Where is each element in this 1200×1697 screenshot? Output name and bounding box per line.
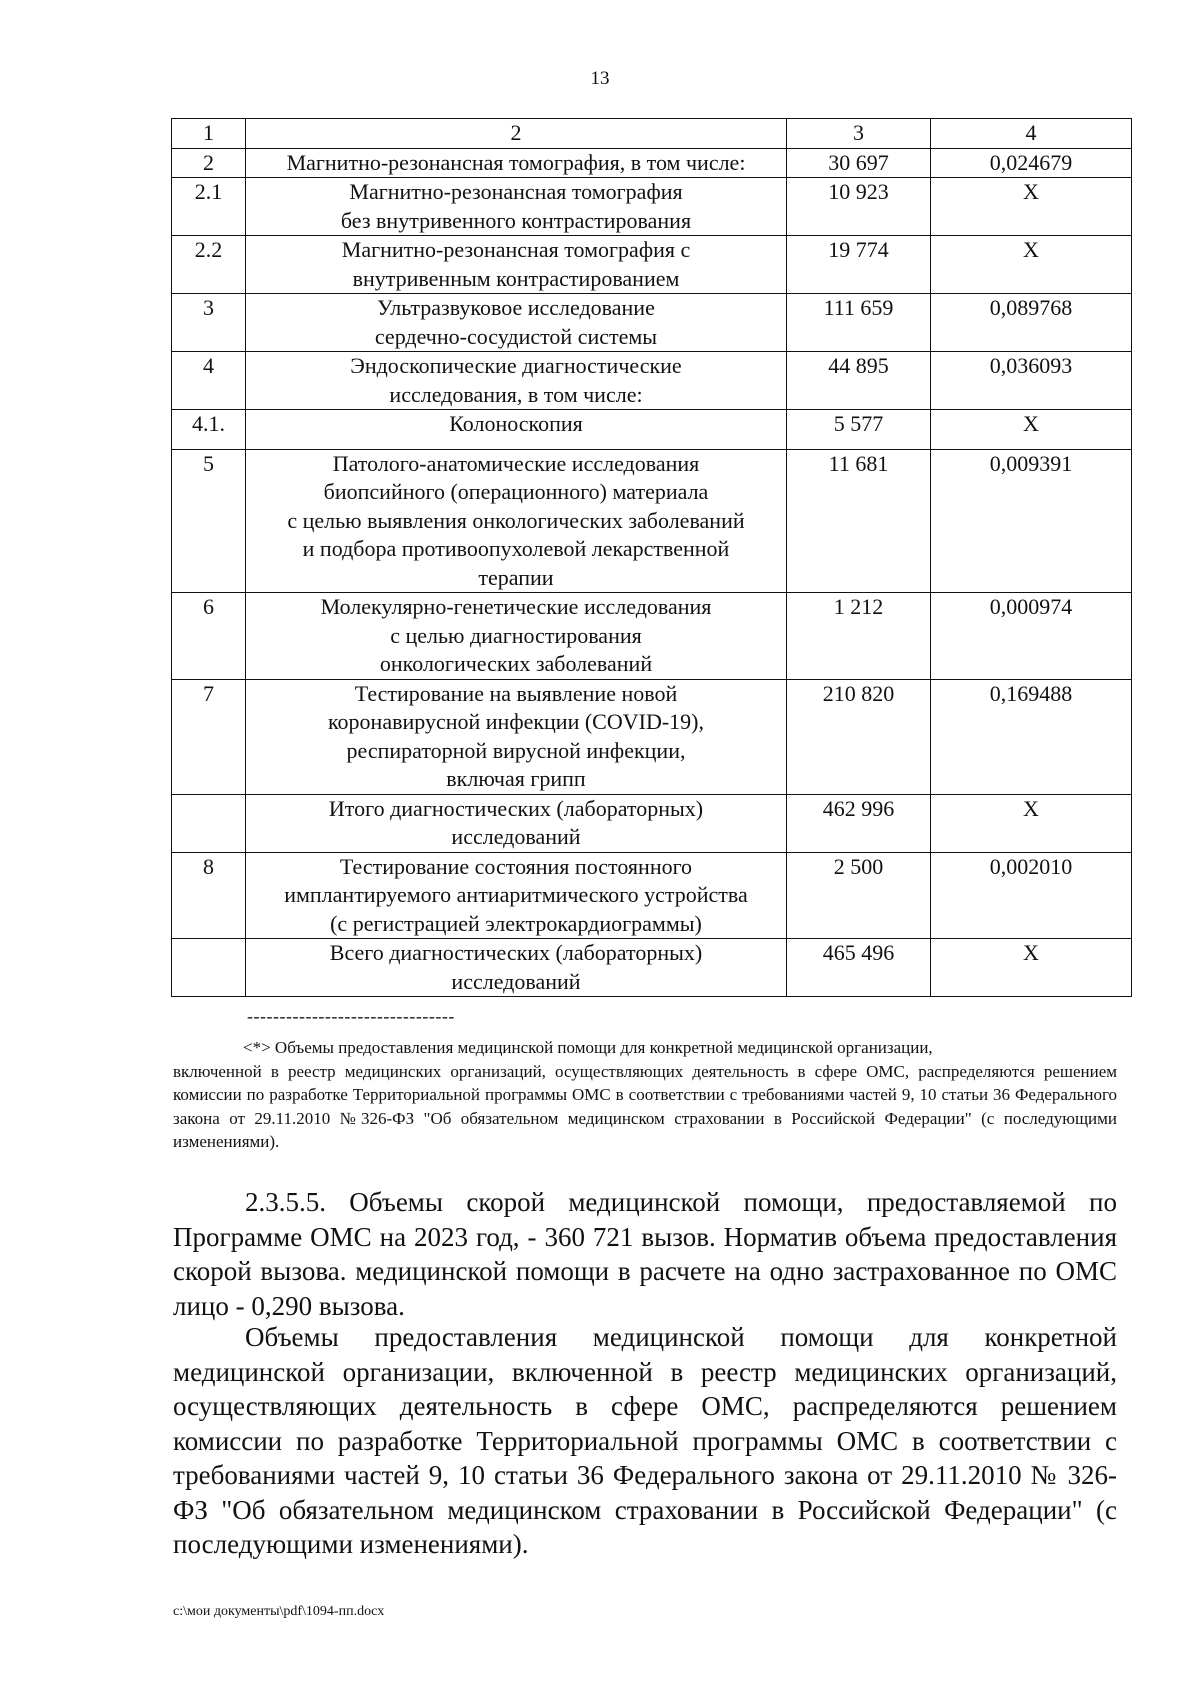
footnote-separator: -------------------------------- [247, 1006, 455, 1026]
row-name-line: исследований [451, 968, 581, 994]
row-number: 7 [172, 679, 246, 794]
paragraph-distribution: Объемы предоставления медицинской помощи для конкретной медицинской организации, включенной в реестр медицинских организаций, осуществляющих деятельность в сфере ОМС, распределяются решением комиссии по разработке Территориальной программы ОМС в соответствии с требованиями частей 9, 10 статьи 36 Федерального закона от 29.11.2010 № 326-ФЗ "Об обязательном медицинском страховании в Российской Федерации" (с последующими изменениями). [173, 1322, 1117, 1559]
row-volume: 462 996 [787, 794, 931, 852]
row-name-line: имплантируемого антиаритмического устройства [284, 882, 748, 907]
row-volume: 11 681 [787, 449, 931, 593]
row-name-line: респираторной вирусной инфекции, [346, 737, 686, 763]
row-name-line: и подбора противоопухолевой лекарственной [302, 536, 730, 561]
row-norm: 0,002010 [931, 852, 1132, 939]
header-col-3: 3 [787, 119, 931, 149]
row-number: 4 [172, 352, 246, 410]
table-row [172, 294, 1132, 352]
table-row [172, 148, 1132, 178]
row-norm: 0,000974 [931, 593, 1132, 680]
row-volume: 5 577 [787, 410, 931, 450]
row-name-line: Колоноскопия [449, 411, 583, 436]
row-number: 3 [172, 294, 246, 352]
header-col-1: 1 [172, 119, 246, 149]
row-name [246, 236, 787, 294]
row-volume: 19 774 [787, 236, 931, 294]
row-name-line: Молекулярно-генетические исследования [320, 594, 712, 619]
row-volume: 210 820 [787, 679, 931, 794]
row-norm: Х [931, 178, 1132, 236]
row-name-line: Итого диагностических (лабораторных) [328, 795, 704, 821]
table-row [172, 679, 1132, 794]
row-name-line: биопсийного (операционного) материала [323, 479, 709, 504]
table-row [172, 410, 1132, 450]
row-norm: Х [931, 410, 1132, 450]
row-name [246, 148, 787, 178]
page-number: 13 [590, 68, 610, 89]
row-volume: 10 923 [787, 178, 931, 236]
row-name-line: с целью диагностирования [390, 622, 642, 648]
row-norm: 0,169488 [931, 679, 1132, 794]
row-name-line: исследования, в том числе: [389, 381, 643, 407]
row-name-line: внутривенным контрастированием [352, 265, 680, 291]
row-volume: 2 500 [787, 852, 931, 939]
table-row [172, 939, 1132, 997]
row-name-line: (с регистрацией электрокардиограммы) [330, 910, 702, 936]
row-name-line: Патолого-анатомические исследования [332, 450, 700, 476]
row-number: 2.1 [172, 178, 246, 236]
row-number: 2.2 [172, 236, 246, 294]
table-row [172, 352, 1132, 410]
row-volume: 30 697 [787, 148, 931, 178]
row-number: 2 [172, 148, 246, 178]
row-number: 4.1. [172, 410, 246, 450]
diagnostic-volumes-table [171, 118, 1132, 997]
table-row [172, 236, 1132, 294]
row-name [246, 794, 787, 852]
header-col-4: 4 [931, 119, 1132, 149]
row-name [246, 449, 787, 593]
row-norm: Х [931, 794, 1132, 852]
row-norm: Х [931, 236, 1132, 294]
row-number: 8 [172, 852, 246, 939]
row-number [172, 939, 246, 997]
row-name-line: с целью выявления онкологических заболеваний [287, 507, 745, 533]
row-norm: 0,036093 [931, 352, 1132, 410]
row-norm: 0,024679 [931, 148, 1132, 178]
row-name [246, 294, 787, 352]
table-row [172, 852, 1132, 939]
footnote [173, 1036, 1117, 1154]
row-norm: 0,089768 [931, 294, 1132, 352]
footnote-text: включенной в реестр медицинских организаций, осуществляющих деятельность в сфере ОМС, распределяются решением комиссии по разработке Территориальной программы ОМС в соответствии с требованиями частей 9, 10 статьи 36 Федерального закона от 29.11.2010 №326-ФЗ "Об обязательном медицинском страховании в Российской Федерации" (с последующими изменениями). [173, 1061, 1117, 1151]
row-volume: 44 895 [787, 352, 931, 410]
row-name-line: Магнитно-резонансная томография с [341, 237, 691, 262]
row-name-line: онкологических заболеваний [379, 651, 653, 676]
table-header-row [172, 119, 1132, 149]
row-number [172, 794, 246, 852]
row-volume: 1 212 [787, 593, 931, 680]
footnote-line-1: <*> Объемы предоставления медицинской помощи для конкретной медицинской организации, [243, 1038, 933, 1057]
row-name-line: Эндоскопические диагностические [350, 353, 682, 378]
row-volume: 465 496 [787, 939, 931, 997]
table-row [172, 178, 1132, 236]
row-norm: Х [931, 939, 1132, 997]
row-name [246, 410, 787, 450]
header-col-2: 2 [246, 119, 787, 149]
row-name-line: Тестирование на выявление новой [354, 680, 678, 706]
row-name [246, 593, 787, 680]
row-number: 5 [172, 449, 246, 593]
row-name-line: без внутривенного контрастирования [340, 207, 692, 233]
row-name-line: Магнитно-резонансная томография [349, 179, 683, 204]
row-norm: 0,009391 [931, 449, 1132, 593]
file-path: c:\мои документы\pdf\1094-пп.docx [173, 1604, 385, 1619]
row-name [246, 852, 787, 939]
row-name [246, 352, 787, 410]
row-name-line: Тестирование состояния постоянного [339, 853, 693, 879]
row-number: 6 [172, 593, 246, 680]
row-name-line: Магнитно-резонансная томография, в том числе: [286, 149, 746, 175]
row-name-line: сердечно-сосудистой системы [374, 323, 658, 349]
row-name [246, 939, 787, 997]
table-row [172, 794, 1132, 852]
row-name-line: включая грипп [446, 766, 586, 791]
row-name-line: коронавирусной инфекции (COVID-19), [327, 709, 704, 734]
row-name [246, 178, 787, 236]
row-name [246, 679, 787, 794]
row-name-line: Ультразвуковое исследование [377, 295, 655, 320]
table-row [172, 593, 1132, 680]
row-name-line: терапии [478, 564, 554, 590]
table-row [172, 449, 1132, 593]
row-name-line: исследований [451, 824, 581, 849]
row-name-line: Всего диагностических (лабораторных) [329, 940, 703, 965]
paragraph-ambulance-volumes: 2.3.5.5. Объемы скорой медицинской помощи, предоставляемой по Программе ОМС на 2023 год, - 360 721 вызов. Норматив объема предоставления скорой вызова. медицинской помощи в расчете на одно застрахованное по ОМС лицо - 0,290 вызова. [173, 1187, 1117, 1321]
row-volume: 111 659 [787, 294, 931, 352]
